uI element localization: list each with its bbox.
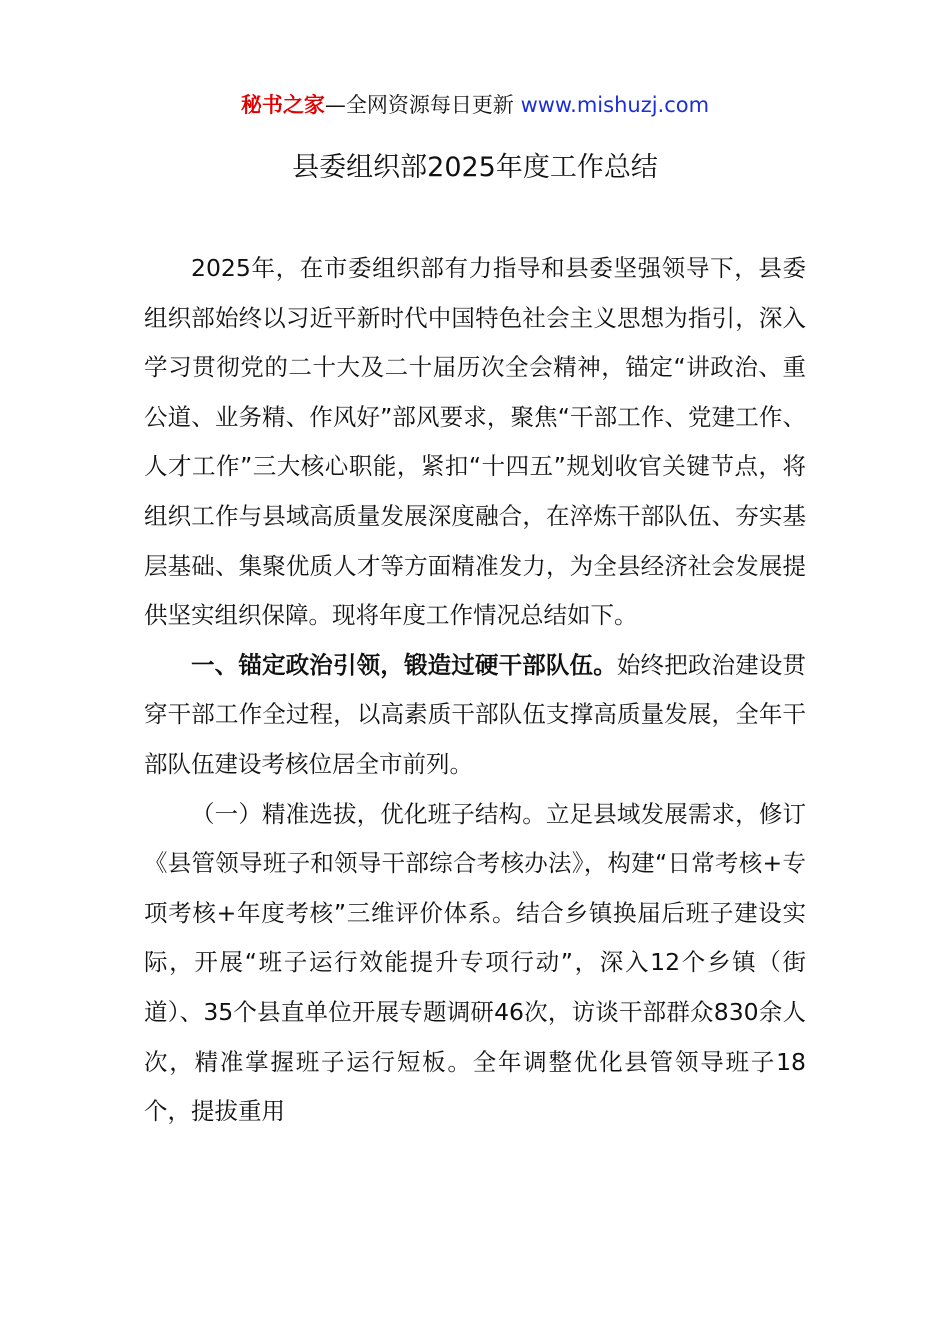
intro-paragraph [144, 244, 806, 641]
section-heading: 一、锚定政治引领，锻造过硬干部队伍。 [191, 650, 617, 679]
section-one-paragraph [144, 641, 806, 790]
source-header [0, 88, 950, 122]
paragraph-text: （一）精准选拔，优化班子结构。立足县域发展需求，修订《县管领导班子和领导干部综合考核办法》，构建“日常考核+专项考核+年度考核”三维评价体系。结合乡镇换届后班子建设实际，开展“班子运行效能提升专项行动”，深入12个乡镇（街道）、35个县直单位开展专题调研46次，访谈干部群众830余人次，精准掌握班子运行短板。全年调整优化县管领导班子18个，提拔重用 [144, 799, 806, 1126]
subsection-one-paragraph [144, 790, 806, 1137]
brand-name: 秘书之家 [240, 93, 325, 117]
paragraph-text: 始终把政治建设贯穿干部工作全过程，以高素质干部队伍支撑高质量发展，全年干部队伍建设考核位居全市前列。 [144, 650, 807, 778]
header-tagline: —全网资源每日更新 [324, 93, 521, 117]
paragraph-text: 2025年，在市委组织部有力指导和县委坚强领导下，县委组织部始终以习近平新时代中国特色社会主义思想为指引，深入学习贯彻党的二十大及二十届历次全会精神，锚定“讲政治、重公道、业务精、作风好”部风要求，聚焦“干部工作、党建工作、人才工作”三大核心职能，紧扣“十四五”规划收官关键节点，将组织工作与县域高质量发展深度融合，在淬炼干部队伍、夯实基层基础、集聚优质人才等方面精准发力，为全县经济社会发展提供坚实组织保障。现将年度工作情况总结如下。 [144, 254, 806, 630]
document-body [144, 244, 806, 1137]
site-link[interactable]: www.mishuzj.com [520, 93, 710, 117]
document-title: 县委组织部2025年度工作总结 [292, 152, 658, 183]
